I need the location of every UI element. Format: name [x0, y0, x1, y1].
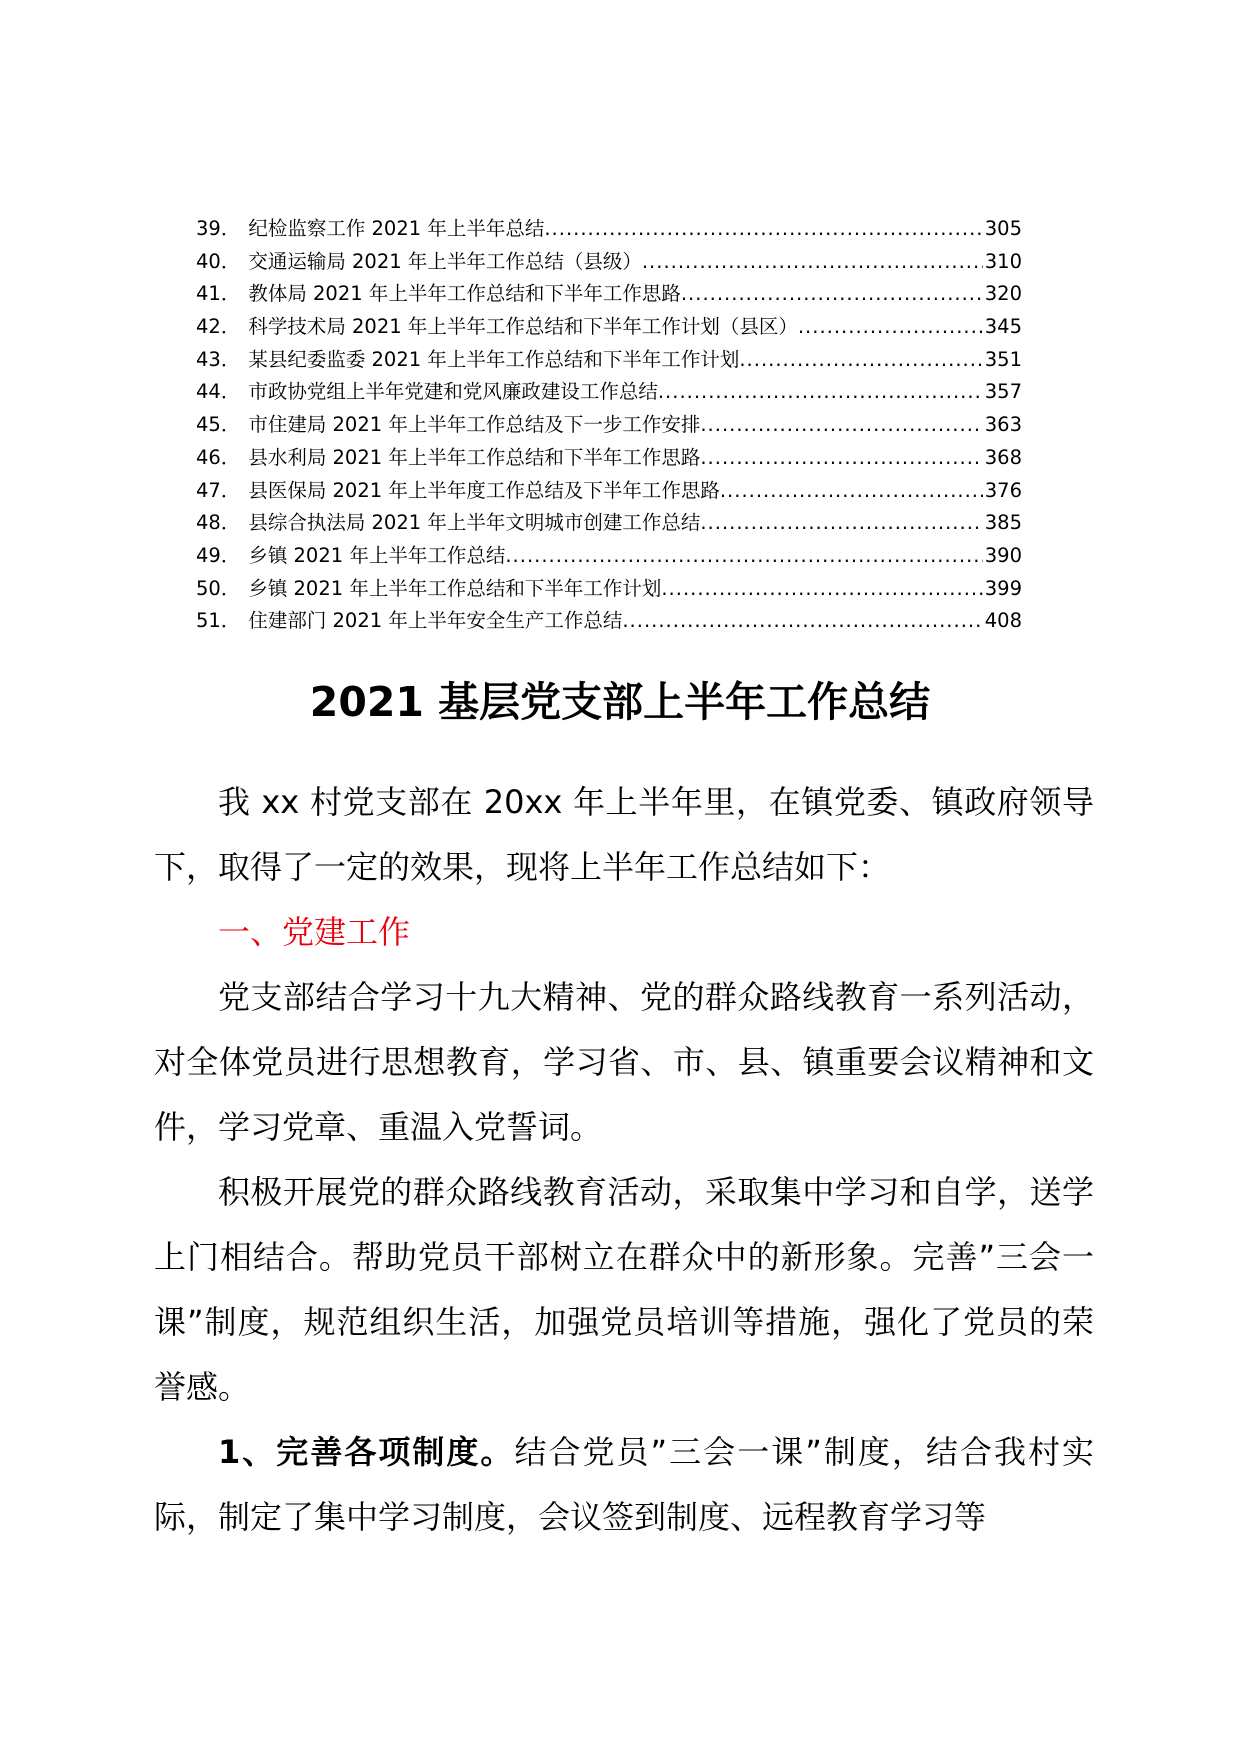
toc-entry-page: 305 — [984, 217, 1022, 240]
toc-entry[interactable] — [196, 507, 1022, 540]
toc-dot-leader — [720, 475, 983, 508]
section-heading-party-building: 一、党建工作 — [218, 913, 411, 951]
intro-paragraph: 我 xx 村党支部在 20xx 年上半年里，在镇党委、镇政府领导下，取得了一定的效果，现将上半年工作总结如下： — [154, 783, 1094, 886]
toc-dot-leader — [798, 311, 983, 344]
toc-entry-number: 44． — [196, 380, 241, 404]
toc-entry-number: 47． — [196, 478, 241, 502]
toc-entry-title: 某县纪委监委 2021 年上半年工作总结和下半年工作计划 — [248, 347, 740, 371]
toc-dot-leader — [658, 376, 983, 409]
toc-entry-page: 320 — [984, 282, 1022, 306]
toc-entry[interactable] — [196, 573, 1022, 606]
toc-entry-page: 345 — [984, 315, 1022, 339]
toc-entry-title: 教体局 2021 年上半年工作总结和下半年工作思路 — [248, 282, 681, 306]
toc-entry-title: 县医保局 2021 年上半年度工作总结及下半年工作思路 — [248, 478, 720, 502]
toc-entry-number: 49． — [196, 543, 241, 567]
body-paragraph-text: 结合党员”三会一课”制度，结合我村实际，制定了集中学习制度，会议签到制度、远程教育学习等 — [154, 1433, 1094, 1536]
toc-entry-title: 市政协党组上半年党建和党风廉政建设工作总结 — [248, 380, 658, 404]
toc-dot-leader — [681, 278, 983, 311]
toc-dot-leader — [505, 540, 982, 573]
body-paragraph: 党支部结合学习十九大精神、党的群众路线教育一系列活动，对全体党员进行思想教育，学习省、市、县、镇重要会议精神和文件，学习党章、重温入党誓词。 — [154, 978, 1094, 1146]
toc-entry-title: 市住建局 2021 年上半年工作总结及下一步工作安排 — [248, 413, 701, 437]
toc-entry-number: 45． — [196, 413, 241, 437]
toc-entry-number: 42． — [196, 315, 241, 339]
toc-entry-title: 交通运输局 2021 年上半年工作总结（县级） — [248, 249, 642, 273]
toc-entry[interactable] — [196, 376, 1022, 409]
toc-entry-number: 46． — [196, 445, 241, 469]
toc-entry-title: 住建部门 2021 年上半年安全生产工作总结 — [248, 609, 623, 633]
toc-dot-leader — [622, 605, 982, 638]
toc-entry-page: 310 — [984, 249, 1022, 273]
toc-entry-page: 376 — [984, 478, 1022, 502]
table-of-contents — [196, 213, 1022, 638]
toc-entry-page: 390 — [984, 543, 1022, 567]
toc-entry[interactable] — [196, 605, 1022, 638]
toc-entry[interactable] — [196, 278, 1022, 311]
toc-entry-page: 351 — [984, 347, 1022, 371]
toc-dot-leader — [700, 507, 982, 540]
toc-entry[interactable] — [196, 311, 1022, 344]
toc-entry[interactable] — [196, 475, 1022, 508]
body-paragraph — [154, 1420, 1094, 1550]
toc-entry-number: 51． — [196, 609, 241, 633]
toc-entry-title: 乡镇 2021 年上半年工作总结和下半年工作计划 — [248, 576, 662, 600]
body-paragraph: 积极开展党的群众路线教育活动，采取集中学习和自学，送学上门相结合。帮助党员干部树立在群众中的新形象。完善”三会一课”制度，规范组织生活，加强党员培训等措施，强化了党员的荣誉感。 — [154, 1173, 1094, 1406]
toc-entry-title: 乡镇 2021 年上半年工作总结 — [248, 543, 506, 567]
toc-entry-number: 39． — [196, 217, 241, 240]
toc-dot-leader — [544, 213, 982, 246]
toc-entry-page: 357 — [984, 380, 1022, 404]
document-title: 2021 基层党支部上半年工作总结 — [309, 678, 931, 726]
toc-entry-title: 县综合执法局 2021 年上半年文明城市创建工作总结 — [248, 511, 701, 535]
toc-dot-leader — [661, 573, 982, 606]
toc-entry-number: 41． — [196, 282, 241, 306]
toc-entry-number: 43． — [196, 347, 241, 371]
toc-entry-title: 纪检监察工作 2021 年上半年总结 — [248, 217, 545, 240]
toc-entry[interactable] — [196, 540, 1022, 573]
toc-entry-page: 399 — [984, 576, 1022, 600]
toc-dot-leader — [700, 409, 982, 442]
toc-entry-title: 县水利局 2021 年上半年工作总结和下半年工作思路 — [248, 445, 701, 469]
toc-entry[interactable] — [196, 246, 1022, 279]
toc-dot-leader — [700, 442, 982, 475]
toc-entry-page: 368 — [984, 445, 1022, 469]
toc-entry-page: 363 — [984, 413, 1022, 437]
toc-entry[interactable] — [196, 409, 1022, 442]
toc-entry-page: 385 — [984, 511, 1022, 535]
toc-entry[interactable] — [196, 442, 1022, 475]
toc-entry-number: 40． — [196, 249, 241, 273]
toc-entry[interactable] — [196, 213, 1022, 246]
toc-dot-leader — [642, 246, 983, 279]
toc-entry-number: 48． — [196, 511, 241, 535]
toc-entry-title: 科学技术局 2021 年上半年工作总结和下半年工作计划（县区） — [248, 315, 798, 339]
toc-entry-page: 408 — [984, 609, 1022, 633]
toc-dot-leader — [739, 344, 982, 377]
toc-entry-number: 50． — [196, 576, 241, 600]
toc-entry[interactable] — [196, 344, 1022, 377]
subheading-improve-systems: 1、完善各项制度。 — [218, 1433, 515, 1471]
